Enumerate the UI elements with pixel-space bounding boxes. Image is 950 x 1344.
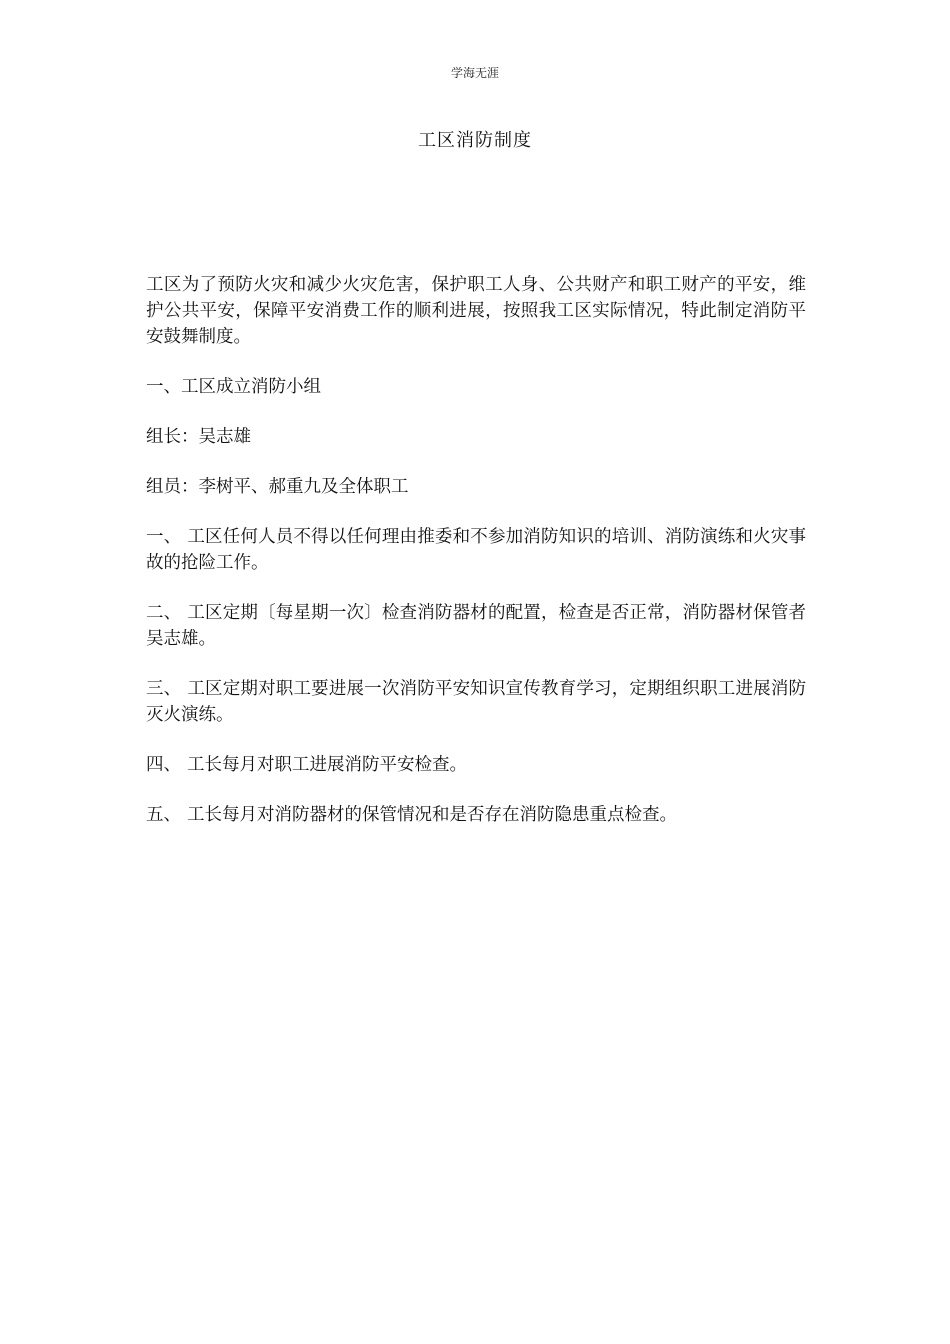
- rule-text: 工区定期〔每星期一次〕检查消防器材的配置，检查是否正常，消防器材保管者吴志雄。: [146, 603, 807, 649]
- rule-number: 一、: [146, 527, 182, 547]
- intro-paragraph: 工区为了预防火灾和减少火灾危害，保护职工人身、公共财产和职工财产的平安，维护公共平安，保障平安消费工作的顺利进展，按照我工区实际情况，特此制定消防平安鼓舞制度。: [146, 275, 806, 347]
- rule-number: 二、: [146, 603, 182, 623]
- section-heading: 一、工区成立消防小组: [146, 377, 321, 397]
- rule-number: 五、: [146, 805, 181, 825]
- rule-text: 工长每月对消防器材的保管情况和是否存在消防隐患重点检查。: [187, 805, 677, 825]
- rule-text: 工长每月对职工进展消防平安检查。: [187, 755, 467, 775]
- group-leader: 组长：吴志雄: [146, 427, 251, 447]
- rule-number: 三、: [146, 679, 182, 699]
- document-title: 工区消防制度: [418, 130, 532, 151]
- rule-text: 工区定期对职工要进展一次消防平安知识宣传教育学习，定期组织职工进展消防灭火演练。: [146, 679, 807, 725]
- rule-item: [146, 524, 806, 576]
- rule-item: [146, 676, 806, 728]
- page-header: 学海无涯: [450, 66, 499, 80]
- rule-text: 工区任何人员不得以任何理由推委和不参加消防知识的培训、消防演练和火灾事故的抢险工作。: [146, 527, 807, 573]
- rule-item: [146, 600, 806, 652]
- document-body: [146, 272, 806, 852]
- rule-number: 四、: [146, 755, 181, 775]
- rule-item: [146, 752, 806, 778]
- group-members: 组员：李树平、郝重九及全体职工: [146, 477, 409, 497]
- rule-item: [146, 802, 806, 828]
